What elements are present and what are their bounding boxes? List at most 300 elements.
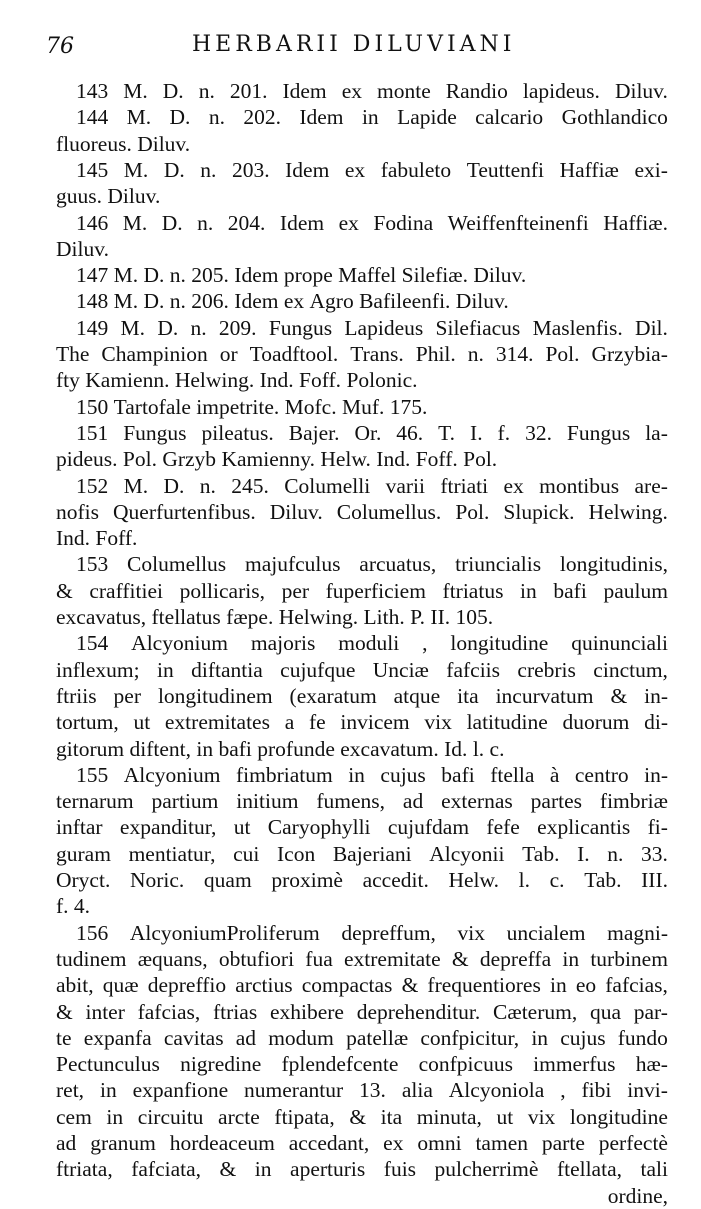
word: ordine, <box>607 1183 668 1208</box>
word: ad <box>56 1131 77 1155</box>
word: Foff. <box>95 526 138 551</box>
word: fafciis <box>446 657 501 682</box>
word: n. <box>199 473 216 498</box>
word: Diluv. <box>107 184 161 209</box>
word: 33. <box>641 841 668 866</box>
text-line <box>56 341 668 367</box>
word: c. <box>489 736 505 761</box>
word: pideus. <box>56 447 123 472</box>
word: M. <box>126 105 152 130</box>
word: vix <box>424 710 452 735</box>
word: Alcyonii <box>429 841 505 866</box>
word: gitorum <box>56 736 130 761</box>
word: quam <box>203 868 252 892</box>
word: Tab. <box>584 868 622 892</box>
word: 154 <box>76 631 109 656</box>
word: paulum <box>603 578 668 603</box>
word: ftrias <box>213 999 258 1024</box>
word: atque <box>393 683 441 708</box>
word: vix <box>527 1104 556 1129</box>
word: guram <box>56 841 111 866</box>
word: extremitates <box>164 710 270 735</box>
word: in <box>531 1025 549 1050</box>
word: Icon <box>277 841 316 866</box>
text-line <box>56 551 668 577</box>
word: æquans, <box>137 946 208 971</box>
word: latitudine <box>466 710 548 735</box>
word: turbinem <box>590 946 668 971</box>
text-line <box>56 1183 668 1209</box>
word: AlcyoniumProliferum <box>129 920 320 945</box>
word: D. <box>161 210 183 235</box>
word: partes <box>530 789 582 814</box>
word: fty <box>56 368 86 393</box>
word: frequentiores <box>427 973 541 998</box>
word: T. <box>438 420 456 445</box>
word: M. <box>123 473 149 498</box>
text-line <box>56 788 668 814</box>
text-line <box>56 183 668 209</box>
word: diftantia <box>191 657 263 682</box>
word: & <box>610 683 628 708</box>
page-header <box>46 28 676 68</box>
word: exhibere <box>269 999 344 1024</box>
text-line <box>56 104 668 130</box>
word: depreffum, <box>341 920 436 945</box>
word: ftriis <box>56 683 97 708</box>
word: & <box>401 973 419 998</box>
text-line <box>56 446 668 472</box>
word: Agro <box>309 289 360 314</box>
word: Pol. <box>545 342 580 366</box>
word: arctius <box>235 973 293 998</box>
word: Diluv. <box>614 79 668 103</box>
word: a <box>284 710 295 735</box>
word: 148 <box>76 289 114 314</box>
word: Idem <box>279 210 325 235</box>
word: ita <box>380 1104 403 1129</box>
word: Grzybia- <box>591 342 668 366</box>
word: Id. <box>444 736 473 761</box>
word: I. <box>470 420 483 445</box>
word: exi- <box>634 157 668 182</box>
word: expanditur, <box>119 815 217 840</box>
word: profunde <box>257 736 341 761</box>
word: & <box>56 578 73 603</box>
word: excavatum. <box>340 736 445 761</box>
word: magni- <box>607 920 668 945</box>
text-line <box>56 867 668 893</box>
word: ut <box>233 815 251 840</box>
word: The <box>56 342 90 366</box>
word: ftella <box>490 762 535 787</box>
word: 153 <box>76 552 109 577</box>
word: 314. <box>495 342 534 366</box>
word: pollicaris, <box>179 578 265 603</box>
word: Idem <box>234 289 284 314</box>
text-line <box>56 1130 668 1156</box>
word: tudinem <box>56 946 127 971</box>
word: II. <box>430 605 456 629</box>
word: montibus <box>539 473 620 498</box>
word: ftellata, <box>556 1157 622 1182</box>
word: f. <box>497 420 511 445</box>
text-line <box>56 893 668 919</box>
word: cem <box>56 1104 92 1129</box>
word: hordeaceum <box>169 1131 275 1155</box>
word: Columellus <box>127 552 227 577</box>
word: impetrite. <box>196 394 285 419</box>
word: Fungus <box>268 315 333 340</box>
word: Fungus <box>123 420 187 445</box>
word: partium <box>151 789 219 814</box>
text-line <box>56 578 668 604</box>
word: n. <box>169 289 192 314</box>
word: Kamienn. <box>85 368 175 393</box>
text-line <box>56 499 668 525</box>
word: Toadftool. <box>249 342 339 366</box>
word: Bafileenfi. <box>359 289 456 314</box>
word: 150 <box>76 394 114 419</box>
word: Tab. <box>522 841 560 866</box>
word: depreffio <box>147 973 227 998</box>
word: in <box>106 1104 124 1129</box>
word: Idem <box>282 79 327 103</box>
word: abit, <box>56 973 94 998</box>
word: Ind. <box>376 447 416 472</box>
word: parte <box>541 1131 585 1155</box>
word: à <box>549 762 560 787</box>
word: 205. <box>191 263 235 288</box>
running-title: HERBARII DILUVIANI <box>192 32 516 57</box>
word: tali <box>640 1157 668 1182</box>
word: fplendefcente <box>281 1052 399 1077</box>
word: in <box>549 973 567 998</box>
word: n. <box>190 315 207 340</box>
text-line <box>56 525 668 551</box>
word: ex <box>338 210 359 235</box>
word: Oryct. <box>56 868 111 892</box>
word: minuta, <box>416 1104 482 1129</box>
text-line <box>56 946 668 972</box>
word: or <box>219 342 238 366</box>
word: fluoreus. <box>56 131 138 156</box>
word: M. <box>113 289 144 314</box>
word: fibi <box>581 1078 612 1103</box>
word: in <box>157 657 174 682</box>
text-line <box>56 210 668 236</box>
page-number: 76 <box>46 34 74 59</box>
word: 201. <box>229 79 268 103</box>
word: Gothlandico <box>561 105 668 130</box>
word: Fodina <box>373 210 434 235</box>
word: cujufdam <box>387 815 470 840</box>
word: Maslenfis. <box>532 315 623 340</box>
word: M. <box>113 263 144 288</box>
word: calcario <box>475 105 544 130</box>
word: per <box>113 683 141 708</box>
word: in <box>520 578 537 603</box>
word: Columellus. <box>336 499 442 524</box>
word: fimbriæ <box>599 789 668 814</box>
word: fafcias, <box>137 999 201 1024</box>
word: 155 <box>76 762 109 787</box>
text-line <box>56 972 668 998</box>
word: Silefiacus <box>435 315 521 340</box>
word: patellæ <box>346 1025 409 1050</box>
text-line <box>56 315 668 341</box>
word: fafciata, <box>131 1157 202 1182</box>
word: immerfus <box>533 1052 616 1077</box>
word: vix <box>457 920 486 945</box>
word: crebris <box>517 657 576 682</box>
word: 4. <box>73 894 91 919</box>
word: f. <box>56 894 74 919</box>
word: bafi <box>441 762 475 787</box>
text-line <box>56 1104 668 1130</box>
word: Teuttenfi <box>466 157 545 182</box>
word: invicem <box>340 710 410 735</box>
word: prope <box>283 263 339 288</box>
word: Lapideus <box>344 315 424 340</box>
word: 204. <box>227 210 266 235</box>
text-line <box>56 1051 668 1077</box>
word: explicantis <box>537 815 631 840</box>
word: n. <box>607 841 624 866</box>
word: Kamienny. <box>221 447 321 472</box>
word: Weiffenfteinenfi <box>447 210 589 235</box>
word: ad <box>402 789 424 814</box>
word: bafi <box>218 736 258 761</box>
word: n. <box>200 157 217 182</box>
word: Tartofale <box>113 394 197 419</box>
word: Bajer. <box>288 420 340 445</box>
word: cujufque <box>280 657 356 682</box>
word: Caryophylli <box>267 815 371 840</box>
word: Ind. <box>56 526 96 551</box>
text-line <box>56 630 668 656</box>
word: fi- <box>647 815 668 840</box>
word: externas <box>441 789 513 814</box>
word: eo <box>575 973 597 998</box>
word: l. <box>518 868 531 892</box>
word: 175. <box>389 394 428 419</box>
text-line <box>56 604 668 630</box>
text-line <box>56 709 668 735</box>
word: ftriati <box>440 473 489 498</box>
word: Diluv. <box>269 499 323 524</box>
word: Idem <box>234 263 284 288</box>
word: cavitas <box>163 1025 224 1050</box>
word: ex <box>283 289 310 314</box>
word: quinunciali <box>571 631 668 656</box>
word: ex <box>344 157 366 182</box>
word: fua <box>305 946 333 971</box>
word: c. <box>549 868 565 892</box>
word: in <box>254 1157 272 1182</box>
word: inflexum; <box>56 657 140 682</box>
word: ex <box>383 1131 404 1155</box>
word: D. <box>143 263 170 288</box>
word: modum <box>268 1025 334 1050</box>
word: extremitate <box>343 946 441 971</box>
word: Bajeriani <box>332 841 412 866</box>
word: Pol. <box>455 499 490 524</box>
word: diftent, <box>129 736 197 761</box>
word: omni <box>417 1131 462 1155</box>
word: triuncialis <box>455 552 542 577</box>
word: ex <box>503 473 524 498</box>
word: Helwing. <box>278 605 364 629</box>
word: 149 <box>76 315 109 340</box>
word: cujus <box>380 762 426 787</box>
word: Slupick. <box>503 499 575 524</box>
word: Idem <box>285 157 330 182</box>
word: alia <box>401 1078 433 1103</box>
word: in- <box>644 683 668 708</box>
word: ita <box>457 683 479 708</box>
word: par- <box>633 999 668 1024</box>
word: majoris <box>250 631 316 656</box>
word: fe <box>308 710 326 735</box>
text-line <box>56 683 668 709</box>
text-line <box>56 78 668 104</box>
word: ftipata, <box>274 1104 335 1129</box>
word: Lith. <box>363 605 411 629</box>
word: 143 <box>76 79 109 103</box>
word: nofis <box>56 499 99 524</box>
word: confpicitur, <box>420 1025 520 1050</box>
word: ret, <box>56 1078 85 1103</box>
text-line <box>56 814 668 840</box>
word: D. <box>157 315 179 340</box>
word: Muf. <box>341 394 390 419</box>
text-line <box>56 394 668 420</box>
word: , <box>422 631 428 656</box>
word: 202. <box>243 105 281 130</box>
word: numerantur <box>244 1078 344 1103</box>
word: in <box>562 946 580 971</box>
text-line <box>56 131 668 157</box>
word: perfectè <box>598 1131 668 1155</box>
word: in <box>361 105 379 130</box>
word: D. <box>162 79 184 103</box>
word: Trans. <box>350 342 404 366</box>
word: Helwing. <box>174 368 260 393</box>
word: D. <box>163 473 185 498</box>
word: ut <box>496 1104 514 1129</box>
word: in <box>348 762 365 787</box>
word: , <box>560 1078 566 1103</box>
word: moduli <box>338 631 400 656</box>
word: 152 <box>76 473 109 498</box>
word: fundo <box>617 1025 668 1050</box>
word: Unciæ <box>372 657 429 682</box>
word: & <box>219 1157 237 1182</box>
word: n. <box>198 79 215 103</box>
word: Haffiæ <box>559 157 619 182</box>
word: initium <box>236 789 299 814</box>
word: ad <box>235 1025 257 1050</box>
word: longitudine <box>569 1104 668 1129</box>
word: Polonic. <box>346 368 418 393</box>
text-line <box>56 657 668 683</box>
word: expanfione <box>132 1078 229 1103</box>
word: Haffiæ. <box>603 210 668 235</box>
word: Ind. <box>259 368 300 393</box>
word: longitudinem <box>157 683 273 708</box>
word: M. <box>120 315 146 340</box>
word: hæ- <box>635 1052 668 1077</box>
word: la- <box>645 420 668 445</box>
word: 144 <box>76 105 109 130</box>
word: ftellatus <box>151 605 227 629</box>
word: pileatus. <box>201 420 274 445</box>
word: ex <box>341 79 362 103</box>
word: Helwing. <box>588 499 668 524</box>
text-line <box>56 1156 668 1182</box>
word: 105. <box>455 605 494 629</box>
word: ftriata, <box>56 1157 113 1182</box>
word: Querfurtenfibus. <box>113 499 256 524</box>
word: 147 <box>76 263 114 288</box>
word: & <box>56 999 73 1024</box>
word: Phil. <box>415 342 456 366</box>
word: Fungus <box>566 420 631 445</box>
word: M. <box>123 157 149 182</box>
word: per <box>281 578 310 603</box>
text-line <box>56 473 668 499</box>
word: arcuatus, <box>359 552 437 577</box>
word: Diluv. <box>56 236 109 261</box>
word: nigredine <box>180 1052 262 1077</box>
word: fæpe. <box>226 605 279 629</box>
text-line <box>56 367 668 393</box>
word: D. <box>143 289 170 314</box>
word: majufculus <box>244 552 341 577</box>
text-line <box>56 420 668 446</box>
word: M. <box>123 79 148 103</box>
word: ftriatus <box>442 578 504 603</box>
word: in <box>99 1078 117 1103</box>
word: Dil. <box>635 315 668 340</box>
word: 145 <box>76 157 109 182</box>
word: proximè <box>271 868 343 892</box>
word: are- <box>634 473 668 498</box>
word: confpicuus <box>418 1052 513 1077</box>
text-line <box>56 157 668 183</box>
word: 46. <box>396 420 424 445</box>
word: quæ <box>102 973 139 998</box>
word: fumens, <box>316 789 385 814</box>
word: 151 <box>76 420 109 445</box>
word: & <box>349 1104 367 1129</box>
word: longitudinis, <box>559 552 668 577</box>
word: Columelli <box>284 473 371 498</box>
text-line <box>56 1077 668 1103</box>
word: (exaratum <box>289 683 377 708</box>
word: tortum, <box>56 710 119 735</box>
word: in- <box>644 762 668 787</box>
word: fabuleto <box>380 157 452 182</box>
word: uncialem <box>506 920 586 945</box>
word: D. <box>163 157 185 182</box>
word: Lapide <box>397 105 457 130</box>
word: Cæterum, <box>493 999 578 1024</box>
word: 32. <box>525 420 552 445</box>
text-line <box>56 736 668 762</box>
word: depreffa <box>479 946 552 971</box>
